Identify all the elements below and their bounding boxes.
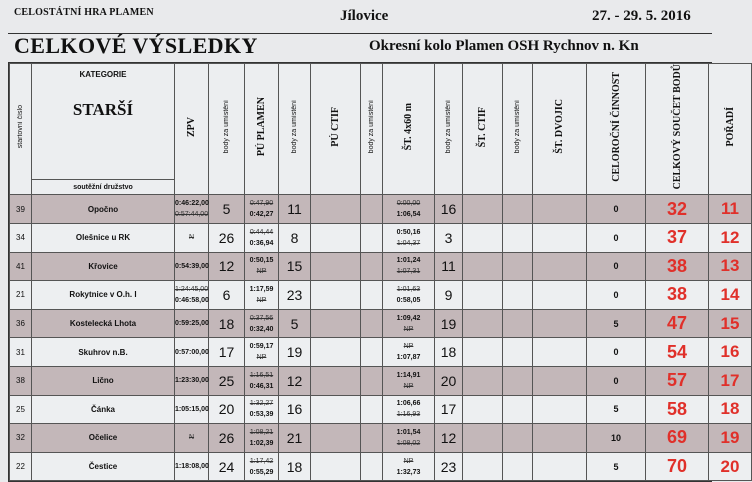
- total-points: 38: [646, 252, 709, 281]
- pu-plamen-times-line: NP: [256, 268, 267, 276]
- team-name: Rokytnice v O.h. I: [32, 281, 175, 310]
- pu-ctif-points: [361, 195, 383, 224]
- st-dvojic-cell: [533, 395, 587, 424]
- st-4x60-times-line: 1:04,37: [396, 239, 421, 247]
- zpv-points: 26: [209, 224, 245, 253]
- zpv-times-line: 1:05:15,00: [175, 405, 209, 413]
- st-points: 19: [435, 309, 463, 338]
- zpv-times-line: 0:46:58,00: [175, 296, 209, 304]
- table-row: [10, 281, 752, 310]
- results-table: [8, 62, 740, 482]
- st-ctif-points: [503, 366, 533, 395]
- st-dvojic-cell: [533, 252, 587, 281]
- st-dvojic-cell: [533, 309, 587, 338]
- col-st-4x60: ŠT. 4x60 m: [383, 64, 435, 195]
- st-4x60-times: [383, 309, 435, 338]
- pu-plamen-times-line: 0:42,27: [249, 211, 274, 219]
- pu-plamen-times-line: NP: [256, 296, 267, 304]
- zpv-times: [175, 224, 209, 253]
- zpv-times: [175, 281, 209, 310]
- st-4x60-times-line: NP: [403, 457, 414, 465]
- st-4x60-times-line: 1:01,54: [396, 428, 421, 436]
- st-ctif-points: [503, 424, 533, 453]
- zpv-points: 17: [209, 338, 245, 367]
- pu-ctif-points: [361, 366, 383, 395]
- pu-points: 15: [279, 252, 311, 281]
- rank: 13: [709, 252, 752, 281]
- rank: 16: [709, 338, 752, 367]
- st-ctif-cell: [463, 424, 503, 453]
- st-4x60-times-line: 0:00,00: [396, 200, 421, 208]
- total-points: 69: [646, 424, 709, 453]
- team-name: Kostelecká Lhota: [32, 309, 175, 338]
- team-name: Čánka: [32, 395, 175, 424]
- st-4x60-times-line: 1:08,02: [396, 439, 421, 447]
- pu-plamen-times-line: 1:17,42: [249, 457, 274, 465]
- st-ctif-cell: [463, 338, 503, 367]
- table-row: [10, 452, 752, 481]
- start-number: 38: [10, 366, 32, 395]
- start-number: 21: [10, 281, 32, 310]
- start-number: 39: [10, 195, 32, 224]
- team-name: Opočno: [32, 195, 175, 224]
- st-dvojic-cell: [533, 338, 587, 367]
- st-4x60-times: [383, 424, 435, 453]
- pu-plamen-times: [245, 195, 279, 224]
- st-4x60-times-line: NP: [403, 325, 414, 333]
- zpv-points: 6: [209, 281, 245, 310]
- st-4x60-times-line: 1:06,54: [396, 211, 421, 219]
- zpv-times-line: 1:18:08,00: [175, 463, 209, 471]
- zpv-times: [175, 338, 209, 367]
- col-pu-ctif: PÚ CTIF: [311, 64, 361, 195]
- st-4x60-times-line: 1:07,87: [396, 354, 421, 362]
- pu-plamen-times-line: 0:32,40: [249, 325, 274, 333]
- pu-points: 21: [279, 424, 311, 453]
- pu-ctif-cell: [311, 424, 361, 453]
- st-4x60-times: [383, 338, 435, 367]
- pu-plamen-times-line: 0:53,39: [249, 411, 274, 419]
- celorocni-cinnost: 5: [587, 395, 646, 424]
- category-value: STARŠÍ: [72, 100, 134, 119]
- st-4x60-times-line: 1:16,93: [396, 411, 421, 419]
- st-4x60-times: [383, 366, 435, 395]
- pu-plamen-times-line: 1:17,59: [249, 285, 274, 293]
- st-4x60-times-line: 1:01,63: [396, 285, 421, 293]
- col-stctif-points: body za umístění: [503, 64, 533, 195]
- col-pu-plamen: PÚ PLAMEN: [245, 64, 279, 195]
- page-title: CELKOVÉ VÝSLEDKY: [14, 33, 258, 58]
- team-name: Skuhrov n.B.: [32, 338, 175, 367]
- zpv-points: 20: [209, 395, 245, 424]
- team-name: Křovice: [32, 252, 175, 281]
- table-row: [10, 338, 752, 367]
- col-pu-points: body za umístění: [279, 64, 311, 195]
- team-name: Očelice: [32, 424, 175, 453]
- st-ctif-cell: [463, 195, 503, 224]
- pu-plamen-times-line: 0:55,29: [249, 468, 274, 476]
- pu-plamen-times: [245, 452, 279, 481]
- zpv-times-line: 0:46:22,00: [175, 200, 209, 208]
- st-ctif-cell: [463, 224, 503, 253]
- st-4x60-times-line: 1:06,66: [396, 400, 421, 408]
- st-4x60-times: [383, 224, 435, 253]
- st-ctif-cell: [463, 252, 503, 281]
- pu-ctif-cell: [311, 195, 361, 224]
- col-st-dvojic: ŠT. DVOJIC: [533, 64, 587, 195]
- st-points: 17: [435, 395, 463, 424]
- st-4x60-times-line: 1:32,73: [396, 468, 421, 476]
- pu-ctif-points: [361, 281, 383, 310]
- total-points: 38: [646, 281, 709, 310]
- zpv-times-line: 0:54:39,00: [175, 262, 209, 270]
- zpv-times: [175, 195, 209, 224]
- st-ctif-cell: [463, 452, 503, 481]
- zpv-times: [175, 366, 209, 395]
- st-ctif-points: [503, 395, 533, 424]
- zpv-times: [175, 309, 209, 338]
- col-start-no: startovní číslo: [10, 64, 32, 195]
- zpv-times-line: N: [188, 434, 195, 442]
- st-4x60-times-line: 1:01,24: [396, 257, 421, 265]
- zpv-times-line: 0:57:00,00: [175, 348, 209, 356]
- st-dvojic-cell: [533, 281, 587, 310]
- zpv-times: [175, 452, 209, 481]
- st-4x60-times-line: 1:14,91: [396, 371, 421, 379]
- rank: 19: [709, 424, 752, 453]
- total-points: 58: [646, 395, 709, 424]
- st-points: 23: [435, 452, 463, 481]
- pu-ctif-points: [361, 424, 383, 453]
- pu-plamen-times-line: 1:32,27: [249, 400, 274, 408]
- st-4x60-times-line: 0:50,16: [396, 228, 421, 236]
- table-row: [10, 366, 752, 395]
- col-ctif-points: body za umístění: [361, 64, 383, 195]
- st-dvojic-cell: [533, 224, 587, 253]
- table-row: [10, 195, 752, 224]
- pu-plamen-times: [245, 224, 279, 253]
- rank: 17: [709, 366, 752, 395]
- pu-points: 8: [279, 224, 311, 253]
- st-points: 11: [435, 252, 463, 281]
- pu-points: 19: [279, 338, 311, 367]
- celorocni-cinnost: 0: [587, 224, 646, 253]
- pu-plamen-times: [245, 395, 279, 424]
- st-dvojic-cell: [533, 195, 587, 224]
- pu-plamen-times-line: 0:47,90: [249, 200, 274, 208]
- st-ctif-points: [503, 281, 533, 310]
- pu-ctif-points: [361, 338, 383, 367]
- category-label: KATEGORIE: [79, 70, 127, 79]
- place: Jílovice: [340, 8, 389, 24]
- pu-ctif-cell: [311, 452, 361, 481]
- pu-plamen-times-line: 0:59,17: [249, 343, 274, 351]
- start-number: 32: [10, 424, 32, 453]
- celorocni-cinnost: 0: [587, 281, 646, 310]
- st-4x60-times-line: 0:58,05: [396, 296, 421, 304]
- st-points: 20: [435, 366, 463, 395]
- pu-ctif-points: [361, 452, 383, 481]
- pu-ctif-points: [361, 252, 383, 281]
- st-ctif-points: [503, 224, 533, 253]
- st-points: 12: [435, 424, 463, 453]
- col-zpv-points: body za umístění: [209, 64, 245, 195]
- pu-plamen-times-line: 1:16,51: [249, 371, 274, 379]
- start-number: 25: [10, 395, 32, 424]
- total-points: 47: [646, 309, 709, 338]
- zpv-times-line: 1:24:45,00: [175, 285, 209, 293]
- total-points: 37: [646, 224, 709, 253]
- rank: 20: [709, 452, 752, 481]
- pu-points: 23: [279, 281, 311, 310]
- pu-points: 11: [279, 195, 311, 224]
- celorocni-cinnost: 0: [587, 366, 646, 395]
- pu-points: 12: [279, 366, 311, 395]
- celorocni-cinnost: 0: [587, 252, 646, 281]
- zpv-points: 24: [209, 452, 245, 481]
- start-number: 31: [10, 338, 32, 367]
- event-title: Okresní kolo Plamen OSH Rychnov n. Kn: [369, 38, 639, 54]
- st-points: 18: [435, 338, 463, 367]
- st-4x60-times: [383, 452, 435, 481]
- team-name: Čestice: [32, 452, 175, 481]
- pu-ctif-points: [361, 224, 383, 253]
- zpv-times: [175, 424, 209, 453]
- st-ctif-cell: [463, 281, 503, 310]
- pu-plamen-times: [245, 252, 279, 281]
- pu-ctif-cell: [311, 395, 361, 424]
- pu-ctif-cell: [311, 366, 361, 395]
- st-4x60-times-line: 1:07,31: [396, 268, 421, 276]
- table-row: [10, 424, 752, 453]
- st-4x60-times: [383, 195, 435, 224]
- zpv-points: 12: [209, 252, 245, 281]
- pu-plamen-times-line: 1:02,39: [249, 439, 274, 447]
- pu-plamen-times: [245, 338, 279, 367]
- st-4x60-times: [383, 281, 435, 310]
- total-points: 57: [646, 366, 709, 395]
- st-ctif-points: [503, 252, 533, 281]
- st-ctif-points: [503, 195, 533, 224]
- pu-points: 18: [279, 452, 311, 481]
- rank: 12: [709, 224, 752, 253]
- st-4x60-times-line: NP: [403, 343, 414, 351]
- celorocni-cinnost: 0: [587, 195, 646, 224]
- st-ctif-cell: [463, 366, 503, 395]
- pu-ctif-cell: [311, 338, 361, 367]
- pu-plamen-times-line: 0:46,31: [249, 382, 274, 390]
- team-header: soutěžní družstvo: [32, 179, 174, 194]
- pu-plamen-times-line: 0:36,94: [249, 239, 274, 247]
- zpv-times-line: 1:23:30,00: [175, 377, 209, 385]
- pu-plamen-times: [245, 309, 279, 338]
- start-number: 41: [10, 252, 32, 281]
- pu-ctif-cell: [311, 224, 361, 253]
- pu-ctif-points: [361, 395, 383, 424]
- pu-points: 5: [279, 309, 311, 338]
- st-ctif-cell: [463, 309, 503, 338]
- st-dvojic-cell: [533, 366, 587, 395]
- total-points: 32: [646, 195, 709, 224]
- pu-plamen-times-line: NP: [256, 354, 267, 362]
- col-st-ctif: ŠT. CTIF: [463, 64, 503, 195]
- st-ctif-points: [503, 309, 533, 338]
- rank: 14: [709, 281, 752, 310]
- st-dvojic-cell: [533, 452, 587, 481]
- zpv-times: [175, 252, 209, 281]
- col-zpv: ZPV: [175, 64, 209, 195]
- zpv-points: 18: [209, 309, 245, 338]
- zpv-times-line: N: [188, 234, 195, 242]
- pu-plamen-times: [245, 281, 279, 310]
- table-row: [10, 309, 752, 338]
- start-number: 34: [10, 224, 32, 253]
- zpv-points: 5: [209, 195, 245, 224]
- st-4x60-times-line: 1:09,42: [396, 314, 421, 322]
- dates: 27. - 29. 5. 2016: [592, 8, 691, 24]
- st-points: 16: [435, 195, 463, 224]
- col-st-points: body za umístění: [435, 64, 463, 195]
- st-dvojic-cell: [533, 424, 587, 453]
- celorocni-cinnost: 0: [587, 338, 646, 367]
- col-poradi: POŘADÍ: [709, 64, 752, 195]
- zpv-points: 26: [209, 424, 245, 453]
- team-name: Olešnice u RK: [32, 224, 175, 253]
- st-4x60-times: [383, 395, 435, 424]
- st-ctif-points: [503, 338, 533, 367]
- st-ctif-points: [503, 452, 533, 481]
- table-row: [10, 224, 752, 253]
- total-points: 54: [646, 338, 709, 367]
- pu-ctif-cell: [311, 281, 361, 310]
- pu-plamen-times: [245, 424, 279, 453]
- organizer: CELOSTÁTNÍ HRA PLAMEN: [14, 7, 154, 18]
- zpv-points: 25: [209, 366, 245, 395]
- header: [0, 0, 720, 34]
- rank: 15: [709, 309, 752, 338]
- pu-plamen-times-line: 0:50,15: [249, 257, 274, 265]
- pu-plamen-times-line: 0:37,56: [249, 314, 274, 322]
- col-celorocni: CELOROČNÍ ČINNOST: [587, 64, 646, 195]
- start-number: 36: [10, 309, 32, 338]
- pu-ctif-points: [361, 309, 383, 338]
- zpv-times-line: 0:59:25,00: [175, 320, 209, 328]
- col-category: [32, 64, 175, 195]
- st-4x60-times: [383, 252, 435, 281]
- col-celkovy: CELKOVÝ SOUČET BODŮ: [646, 64, 709, 195]
- pu-plamen-times-line: 0:44,44: [249, 228, 274, 236]
- zpv-times-line: 0:57:44,00: [175, 211, 209, 219]
- celorocni-cinnost: 5: [587, 309, 646, 338]
- total-points: 70: [646, 452, 709, 481]
- team-name: Lično: [32, 366, 175, 395]
- table-row: [10, 252, 752, 281]
- st-points: 3: [435, 224, 463, 253]
- st-4x60-times-line: NP: [403, 382, 414, 390]
- pu-points: 16: [279, 395, 311, 424]
- celorocni-cinnost: 5: [587, 452, 646, 481]
- table-row: [10, 395, 752, 424]
- pu-ctif-cell: [311, 309, 361, 338]
- rank: 18: [709, 395, 752, 424]
- celorocni-cinnost: 10: [587, 424, 646, 453]
- start-number: 22: [10, 452, 32, 481]
- zpv-times: [175, 395, 209, 424]
- rank: 11: [709, 195, 752, 224]
- pu-plamen-times: [245, 366, 279, 395]
- st-points: 9: [435, 281, 463, 310]
- pu-plamen-times-line: 1:08,21: [249, 428, 274, 436]
- pu-ctif-cell: [311, 252, 361, 281]
- st-ctif-cell: [463, 395, 503, 424]
